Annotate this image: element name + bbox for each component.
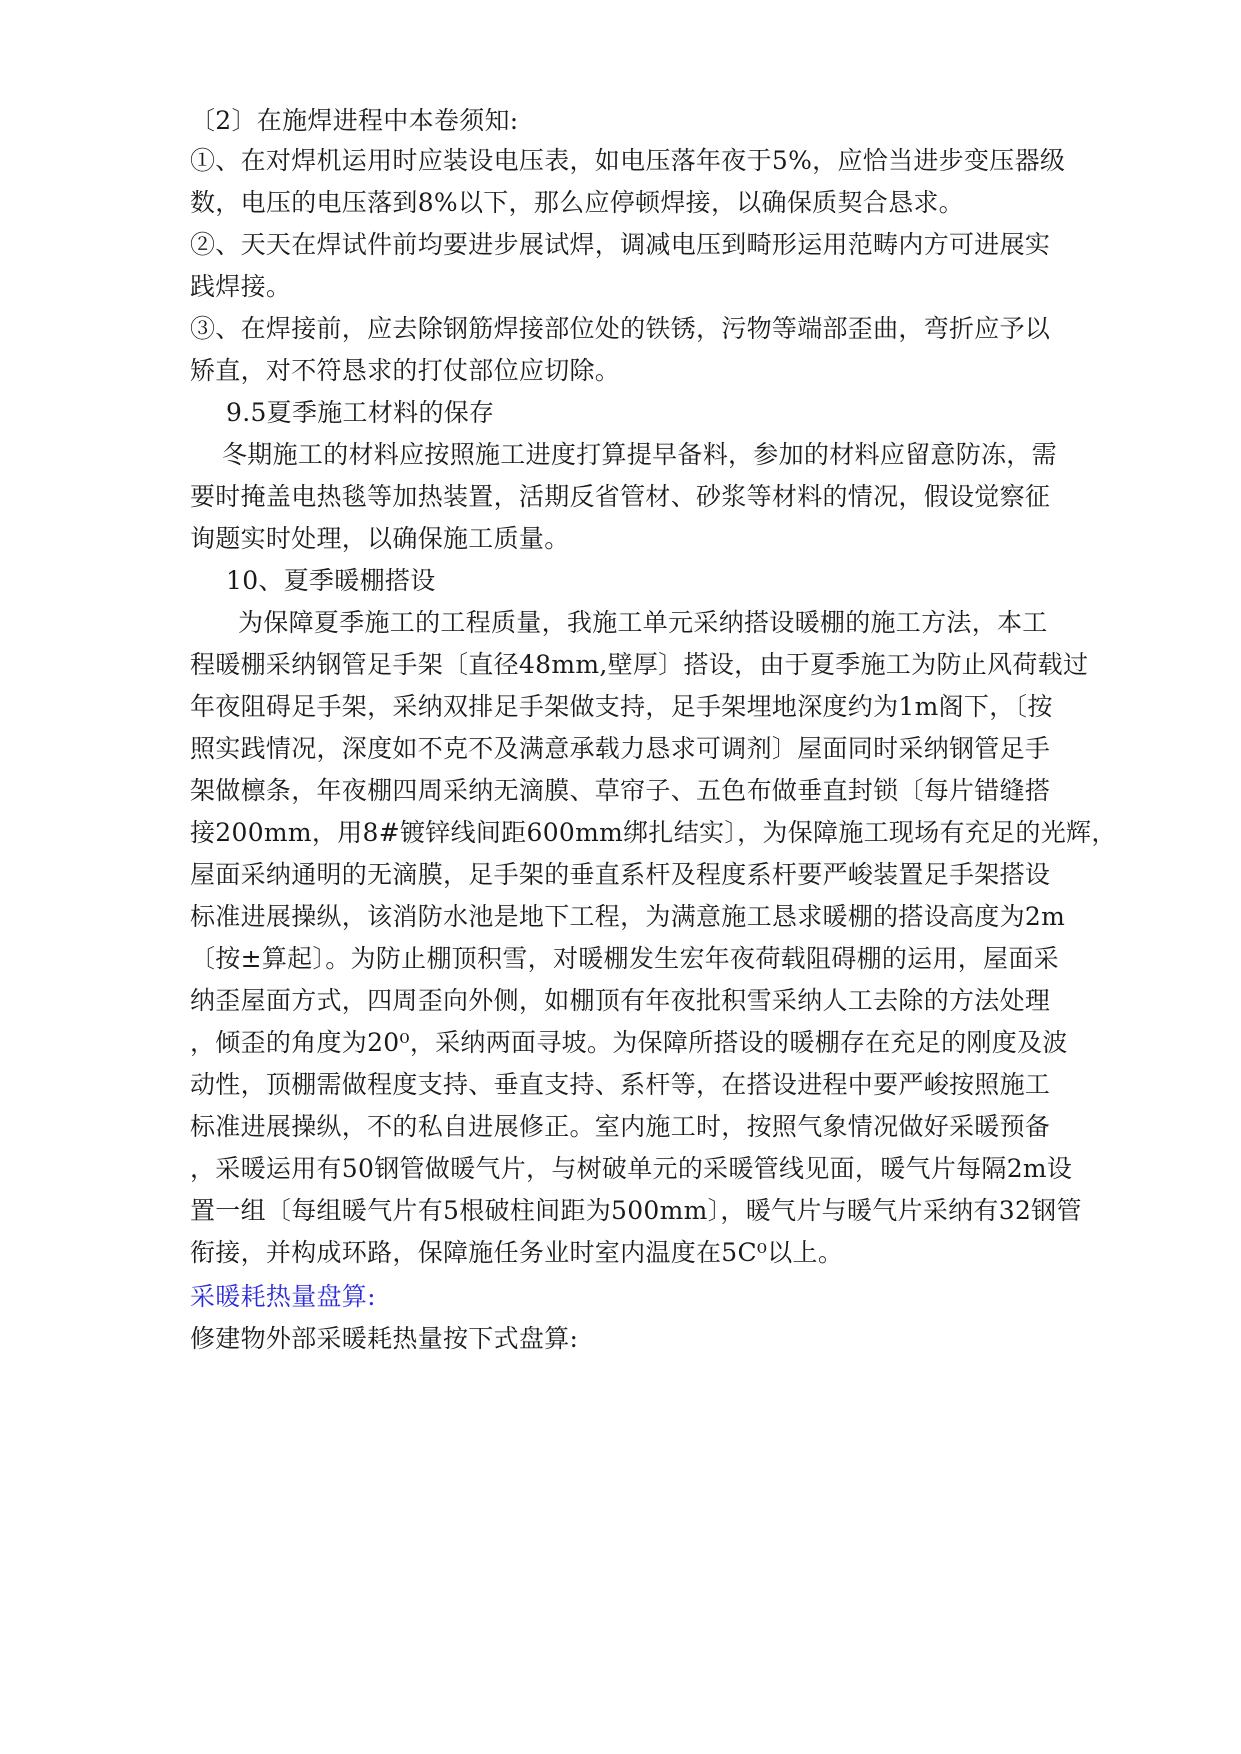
text-line: 为保障夏季施工的工程质量，我施工单元采纳搭设暖棚的施工方法，本工	[238, 608, 1048, 637]
text-line: 矫直，对不符恳求的打仗部位应切除。	[190, 356, 621, 385]
text-line: 数，电压的电压落到8%以下，那么应停顿焊接，以确保质契合恳求。	[190, 188, 964, 217]
section-heading: 9.5夏季施工材料的保存	[226, 398, 495, 427]
text-line: 标准进展操纵，不的私自进展修正。室内施工时，按照气象情况做好采暖预备	[190, 1112, 1051, 1141]
text-line: 修建物外部采暖耗热量按下式盘算:	[190, 1324, 579, 1353]
text-line: 照实践情况，深度如不克不及满意承载力恳求可调剂〕屋面同时采纳钢管足手	[190, 734, 1051, 763]
text-line: 冬期施工的材料应按照施工进度打算提早备料，参加的材料应留意防冻，需	[222, 440, 1057, 469]
text-line: ，倾歪的角度为20⁰，采纳两面寻坡。为保障所搭设的暖棚存在充足的刚度及波	[190, 1028, 1068, 1057]
blue-heading: 采暖耗热量盘算:	[190, 1282, 376, 1311]
text-line: 屋面采纳通明的无滴膜，足手架的垂直系杆及程度系杆要严峻装置足手架搭设	[190, 860, 1051, 889]
text-line: 〔2〕在施焊进程中本卷须知:	[190, 106, 519, 135]
text-line: 纳歪屋面方式，四周歪向外侧，如棚顶有年夜批积雪采纳人工去除的方法处理	[190, 986, 1051, 1015]
text-line: 衔接，并构成环路，保障施任务业时室内温度在5C⁰以上。	[190, 1238, 844, 1267]
text-line: ，采暖运用有50钢管做暖气片，与树破单元的采暖管线见面，暖气片每隔2m设	[190, 1154, 1073, 1183]
text-line: ②、天天在焊试件前均要进步展试焊，调减电压到畸形运用范畴内方可进展实	[190, 230, 1051, 259]
text-line: 动性，顶棚需做程度支持、垂直支持、系杆等，在搭设进程中要严峻按照施工	[190, 1070, 1051, 1099]
text-line: ①、在对焊机运用时应装设电压表，如电压落年夜于5%，应恰当进步变压器级	[190, 146, 1066, 175]
text-line: ③、在焊接前，应去除钢筋焊接部位处的铁锈，污物等端部歪曲，弯折应予以	[190, 314, 1051, 343]
text-line: 询题实时处理，以确保施工质量。	[190, 524, 570, 553]
text-line: 标准进展操纵，该消防水池是地下工程，为满意施工恳求暖棚的搭设高度为2m	[190, 902, 1066, 931]
text-line: 践焊接。	[190, 272, 292, 301]
text-line: 年夜阻碍足手架，采纳双排足手架做支持，足手架埋地深度约为1m阁下，〔按	[190, 692, 1053, 721]
text-line: 接200mm，用8#镀锌线间距600mm绑扎结实〕，为保障施工现场有充足的光辉，	[190, 818, 1117, 847]
section-heading: 10、夏季暖棚搭设	[226, 566, 436, 595]
text-line: 要时掩盖电热毯等加热装置，活期反省管材、砂浆等材料的情况，假设觉察征	[190, 482, 1051, 511]
text-line: 置一组〔每组暖气片有5根破柱间距为500mm〕，暖气片与暖气片采纳有32钢管	[190, 1196, 1082, 1225]
text-line: 程暖棚采纳钢管足手架〔直径48mm,壁厚〕搭设，由于夏季施工为防止风荷载过	[190, 650, 1089, 679]
text-line: 〔按±算起〕。为防止棚顶积雪，对暖棚发生宏年夜荷载阻碍棚的运用，屋面采	[190, 944, 1059, 973]
text-line: 架做檩条，年夜棚四周采纳无滴膜、草帘子、五色布做垂直封锁〔每片错缝搭	[190, 776, 1051, 805]
